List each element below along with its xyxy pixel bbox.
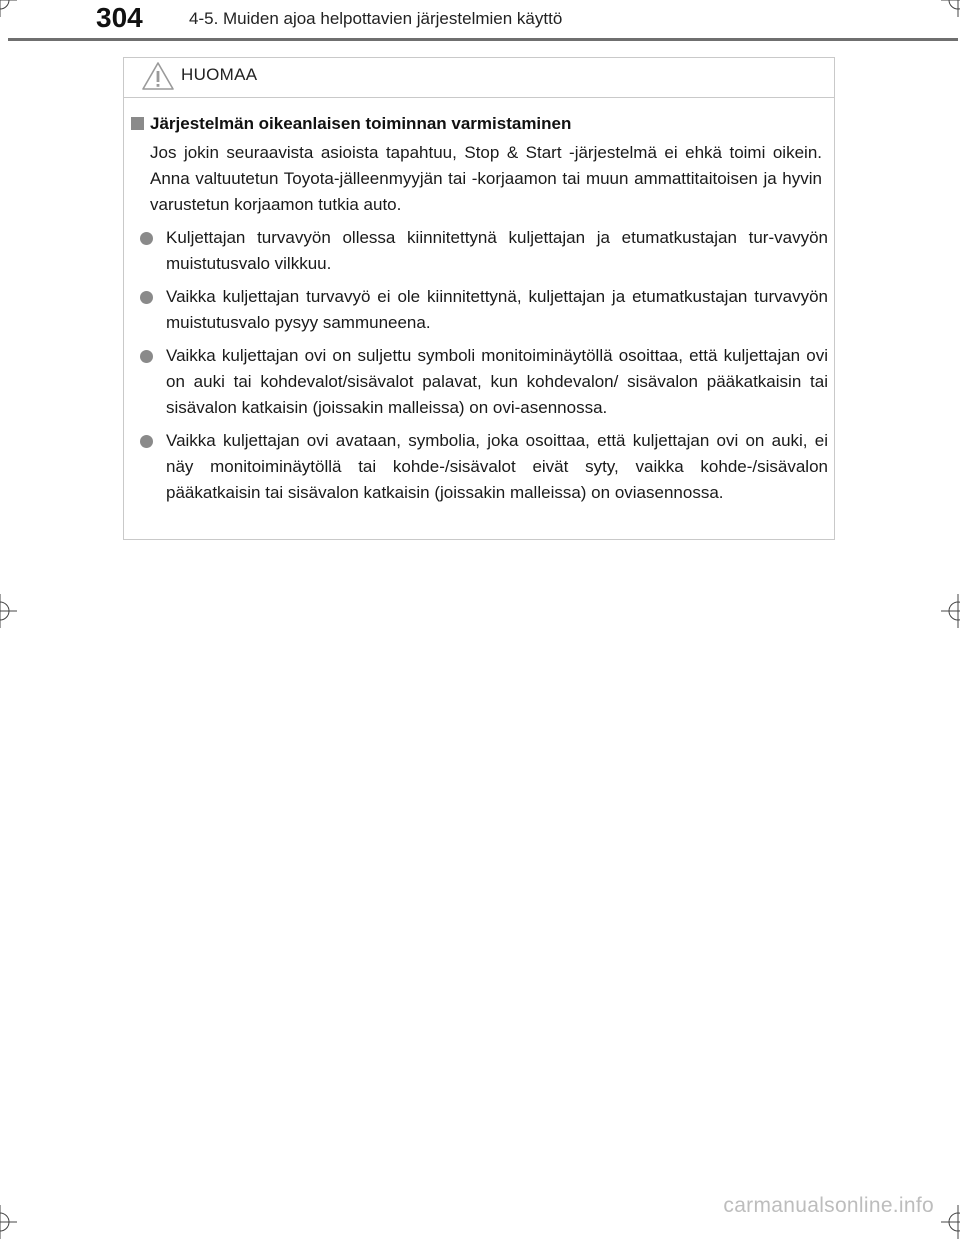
note-box <box>123 57 835 540</box>
list-item <box>166 428 828 506</box>
registration-mark-icon <box>0 1205 17 1239</box>
registration-mark-icon <box>941 0 960 17</box>
list-item <box>166 225 828 277</box>
section-title: 4-5. Muiden ajoa helpottavien järjestelmien käyttö <box>189 9 563 28</box>
watermark: carmanualsonline.info <box>723 1194 934 1217</box>
list-item-text: Vaikka kuljettajan ovi on suljettu symboli monitoiminäytöllä osoittaa, että kuljettajan ovi on auki tai kohdevalot/sisävalot palavat, kun kohdevalon/ sisävalon pääkatkaisin tai sisävalon katkaisin (joissakin malleissa) on ovi-asennossa. <box>166 346 828 417</box>
note-header <box>124 58 834 98</box>
list-item <box>166 284 828 336</box>
list-item-text: Kuljettajan turvavyön ollessa kiinnitettynä kuljettajan ja etumatkustajan tur-vavyön muistutusvalo vilkkuu. <box>166 228 828 273</box>
round-bullet-icon <box>140 350 153 363</box>
note-body <box>124 110 836 506</box>
list-item <box>166 343 828 421</box>
registration-mark-icon <box>941 594 960 628</box>
round-bullet-icon <box>140 232 153 245</box>
registration-mark-icon <box>0 594 17 628</box>
registration-mark-icon <box>941 1205 960 1239</box>
note-intro: Jos jokin seuraavista asioista tapahtuu, Stop & Start -järjestelmä ei ehkä toimi oikein. Anna valtuutetun Toyota-jälleenmyyjän tai -korjaamon tai muun ammattitaitoisen ja hyvin varustetun korjaamon tutkia auto. <box>150 143 822 214</box>
square-bullet-icon <box>131 117 144 130</box>
note-subheading <box>124 110 836 137</box>
note-label: HUOMAA <box>181 65 258 84</box>
round-bullet-icon <box>140 435 153 448</box>
warning-triangle-icon <box>141 61 175 91</box>
list-item-text: Vaikka kuljettajan turvavyö ei ole kiinnitettynä, kuljettajan ja etumatkustajan turvavyön muistutusvalo pysyy sammuneena. <box>166 287 828 332</box>
round-bullet-icon <box>140 291 153 304</box>
header-divider <box>8 38 958 41</box>
list-item-text: Vaikka kuljettajan ovi avataan, symbolia, joka osoittaa, että kuljettajan ovi on auki, ei näy monitoiminäytöllä tai kohde-/sisävalot eivät syty, vaikka kohde-/sisävalon pääkatkaisin tai sisävalon katkaisin (joissakin malleissa) on oviasennossa. <box>166 431 828 502</box>
registration-mark-icon <box>0 0 17 17</box>
page-number: 304 <box>96 2 143 33</box>
note-subheading-text: Järjestelmän oikeanlaisen toiminnan varmistaminen <box>150 114 572 133</box>
